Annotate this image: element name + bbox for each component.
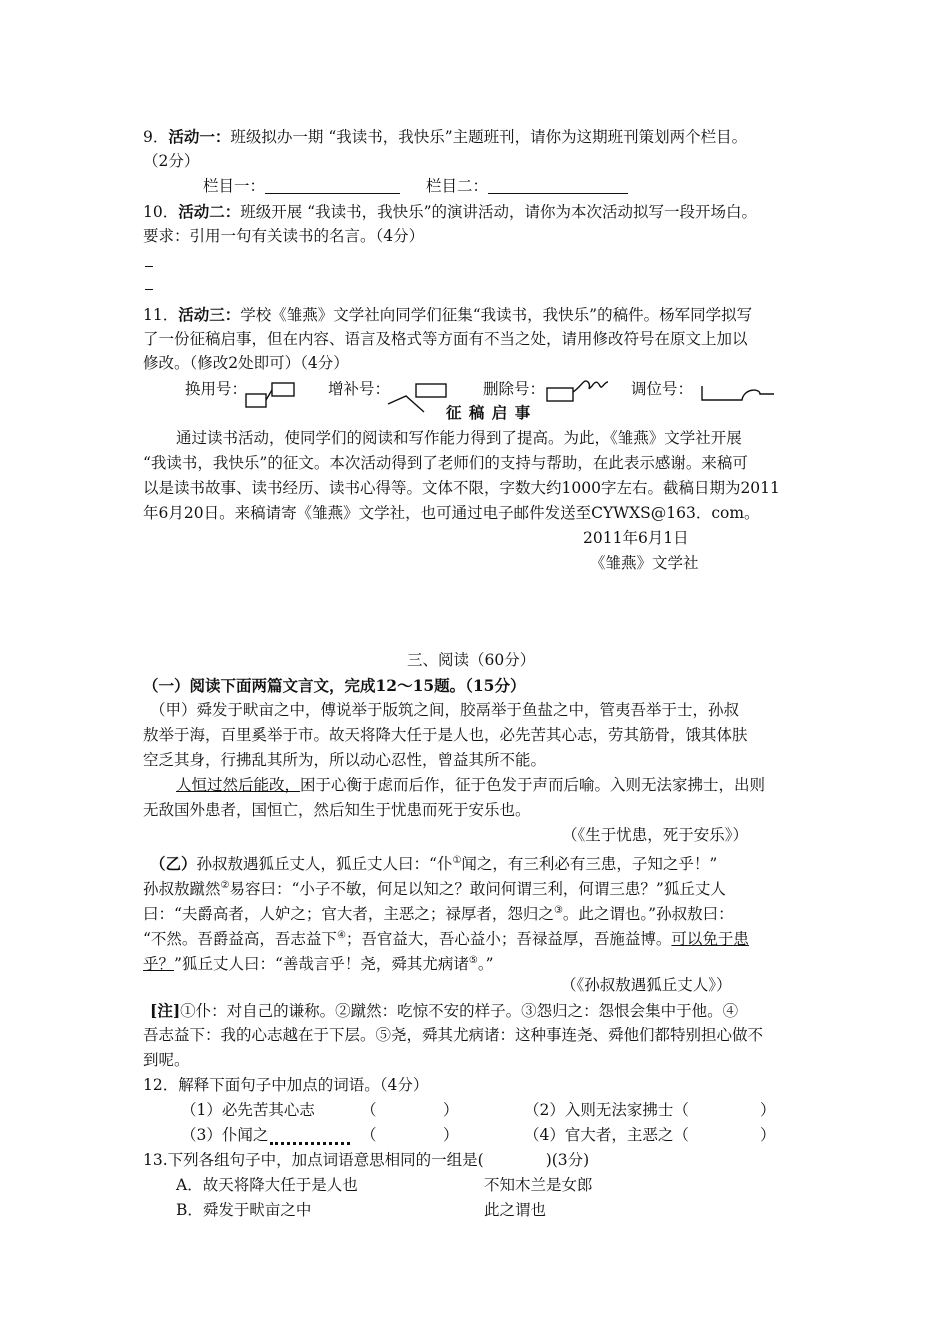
q13-option-a[interactable]: A．故天将降大任于是人也 bbox=[176, 1176, 358, 1194]
passage-a-line: 空乏其身，行拂乱其所为，所以动心忍性，曾益其所不能。 bbox=[143, 751, 547, 769]
q12-stem: 12．解释下面句子中加点的词语。（4分） bbox=[143, 1076, 429, 1094]
q11-number: 11． bbox=[143, 306, 179, 324]
answer-paren-close[interactable]: ） bbox=[443, 1126, 459, 1144]
notice-line: 通过读书活动，使同学们的阅读和写作能力得到了提高。为此，《雏燕》文学社开展 bbox=[176, 429, 742, 447]
answer-line[interactable] bbox=[145, 266, 153, 267]
column1-blank[interactable] bbox=[265, 175, 400, 194]
move-symbol-label: 调位号： bbox=[631, 380, 694, 398]
footnote-mark: ⑤ bbox=[468, 955, 478, 966]
passage-b-source: （《孙叔敖遇狐丘丈人》） bbox=[561, 976, 732, 994]
replace-symbol-label: 换用号： bbox=[185, 380, 248, 398]
answer-line[interactable] bbox=[145, 289, 153, 290]
q10-text: 班级开展 “我读书，我快乐”的演讲活动，请你为本次活动拟写一段开场白。 bbox=[240, 203, 758, 221]
q9-score: （2分） bbox=[143, 152, 200, 170]
q11-line2: 了一份征稿启事，但在内容、语言及格式等方面有不当之处，请用修改符号在原文上加以 bbox=[143, 330, 748, 348]
passage-b-line: “不然。吾爵益高，吾志益下④；吾官益大，吾心益小；吾禄益厚，吾施益博。可以免于患 bbox=[143, 930, 749, 949]
q9-number: 9． bbox=[143, 128, 169, 146]
delete-symbol-label: 删除号： bbox=[483, 380, 546, 398]
part1-heading: （一）阅读下面两篇文言文，完成12～15题。（15分） bbox=[143, 676, 526, 695]
notice-line: “我读书，我快乐”的征文。本次活动得到了老师们的支持与帮助，在此表示感谢。来稿可 bbox=[143, 454, 748, 472]
passage-a-line: 人恒过然后能改，困于心衡于虑而后作，征于色发于声而后喻。入则无法家拂士，出则 bbox=[176, 776, 766, 794]
answer-paren-open[interactable]: （ bbox=[361, 1126, 377, 1144]
underlined-sentence: 乎？ bbox=[143, 955, 175, 974]
q12-item4[interactable]: （4）官大者，主恶之（ bbox=[524, 1126, 689, 1144]
notice-date: 2011年6月1日 bbox=[583, 529, 689, 547]
q10-line bbox=[143, 199, 757, 225]
passage-b-line: 孙叔敖蹴然②易容曰：“小子不敏，何足以知之？敢问何谓三利，何谓三患？”狐丘丈人 bbox=[143, 880, 726, 899]
answer-paren-close[interactable]: ） bbox=[760, 1126, 776, 1144]
passage-b-line: 乎？”狐丘丈人曰：“善哉言乎！尧，舜其尤病诸⑤。” bbox=[143, 955, 494, 974]
move-symbol-icon bbox=[700, 384, 778, 406]
notice-signer: 《雏燕》文学社 bbox=[590, 554, 699, 572]
passage-a-line: 敖举于海，百里奚举于市。故天将降大任于是人也，必先苦其心志，劳其筋骨，饿其体肤 bbox=[143, 726, 748, 744]
notice-line: 年6月20日。来稿请寄《雏燕》文学社，也可通过电子邮件发送至CYWXS@163．com。 bbox=[143, 504, 760, 522]
q9-columns bbox=[203, 174, 628, 199]
footnote-mark: ③ bbox=[553, 905, 563, 916]
q12-item1: （1）必先苦其心志 bbox=[181, 1101, 315, 1119]
underlined-sentence: 人恒过然后能改， bbox=[176, 776, 301, 794]
q12-item2[interactable]: （2）入则无法家拂士（ bbox=[524, 1101, 689, 1119]
answer-paren-close[interactable]: ） bbox=[443, 1101, 459, 1119]
q9-text: 班级拟办一期 “我读书，我快乐”主题班刊，请你为这期班刊策划两个栏目。 bbox=[230, 128, 748, 146]
passage-a-line: 无敌国外患者，国恒亡，然后知生于忧患而死于安乐也。 bbox=[143, 801, 531, 819]
q9-line bbox=[143, 124, 747, 150]
q11-lead: 活动三： bbox=[178, 305, 241, 324]
q13-option-b[interactable]: B．舜发于畎亩之中 bbox=[176, 1201, 312, 1219]
emphasis-dots bbox=[270, 1142, 350, 1145]
notice-line: 以是读书故事、读书经历、读书心得等。文体不限，字数大约1000字左右。截稿日期为2011 bbox=[143, 479, 780, 497]
notice-title: 征 稿 启 事 bbox=[446, 403, 532, 422]
footnote-mark: ② bbox=[220, 880, 230, 891]
insert-symbol-label: 增补号： bbox=[328, 380, 391, 398]
footnote-mark: ① bbox=[452, 855, 462, 866]
q10-lead: 活动二： bbox=[178, 202, 241, 221]
column2-blank[interactable] bbox=[488, 175, 628, 194]
replace-symbol-icon bbox=[244, 380, 296, 412]
column2-label: 栏目二： bbox=[426, 177, 489, 195]
notes-line: [注]①仆：对自己的谦称。②蹴然：吃惊不安的样子。③怨归之：怨恨会集中于他。④ bbox=[150, 1001, 739, 1020]
footnote-mark: ④ bbox=[336, 930, 346, 941]
q11-text: 学校《雏燕》文学社向同学们征集“我读书，我快乐”的稿件。杨军同学拟写 bbox=[240, 306, 753, 324]
section-title: 三、阅读（60分） bbox=[407, 651, 536, 669]
q10-requirement: 要求：引用一句有关读书的名言。（4分） bbox=[143, 227, 425, 245]
q13-stem: 13.下列各组句子中，加点词语意思相同的一组是( )(3分) bbox=[143, 1151, 590, 1169]
notes-line: 到呢。 bbox=[143, 1051, 190, 1069]
passage-a-line: （甲）舜发于畎亩之中，傅说举于版筑之间，胶鬲举于鱼盐之中，管夷吾举于士，孙叔 bbox=[150, 701, 740, 719]
q13-option-b-pair: 此之谓也 bbox=[484, 1201, 547, 1219]
q10-number: 10． bbox=[143, 203, 179, 221]
notes-line: 吾志益下：我的心志越在于下层。⑤尧，舜其尤病诸：这种事连尧、舜他们都特别担心做不 bbox=[143, 1026, 764, 1044]
answer-paren-open[interactable]: （ bbox=[361, 1101, 377, 1119]
q11-line1 bbox=[143, 302, 752, 328]
passage-b-label: （乙） bbox=[150, 854, 197, 874]
notes-label: [注] bbox=[150, 1001, 181, 1020]
column1-label: 栏目一： bbox=[203, 177, 266, 195]
passage-a-source: （《生于忧患，死于安乐》） bbox=[562, 826, 749, 844]
q13-option-a-pair: 不知木兰是女郎 bbox=[484, 1176, 593, 1194]
underlined-sentence: 可以免于患 bbox=[671, 930, 749, 949]
passage-b-line: 曰：“夫爵高者，人妒之；官大者，主恶之；禄厚者，怨归之③。此之谓也。”孙叔敖曰： bbox=[143, 905, 734, 924]
passage-b-line: （乙）孙叔敖遇狐丘丈人，狐丘丈人曰：“仆①闻之，有三利必有三患，子知之乎！” bbox=[150, 854, 718, 874]
q11-line3: 修改。（修改2处即可）（4分） bbox=[143, 354, 349, 372]
q12-item3: （3）仆闻之 bbox=[181, 1126, 269, 1144]
delete-symbol-icon bbox=[546, 378, 616, 408]
q9-lead: 活动一： bbox=[168, 127, 231, 146]
answer-paren-close[interactable]: ） bbox=[760, 1101, 776, 1119]
